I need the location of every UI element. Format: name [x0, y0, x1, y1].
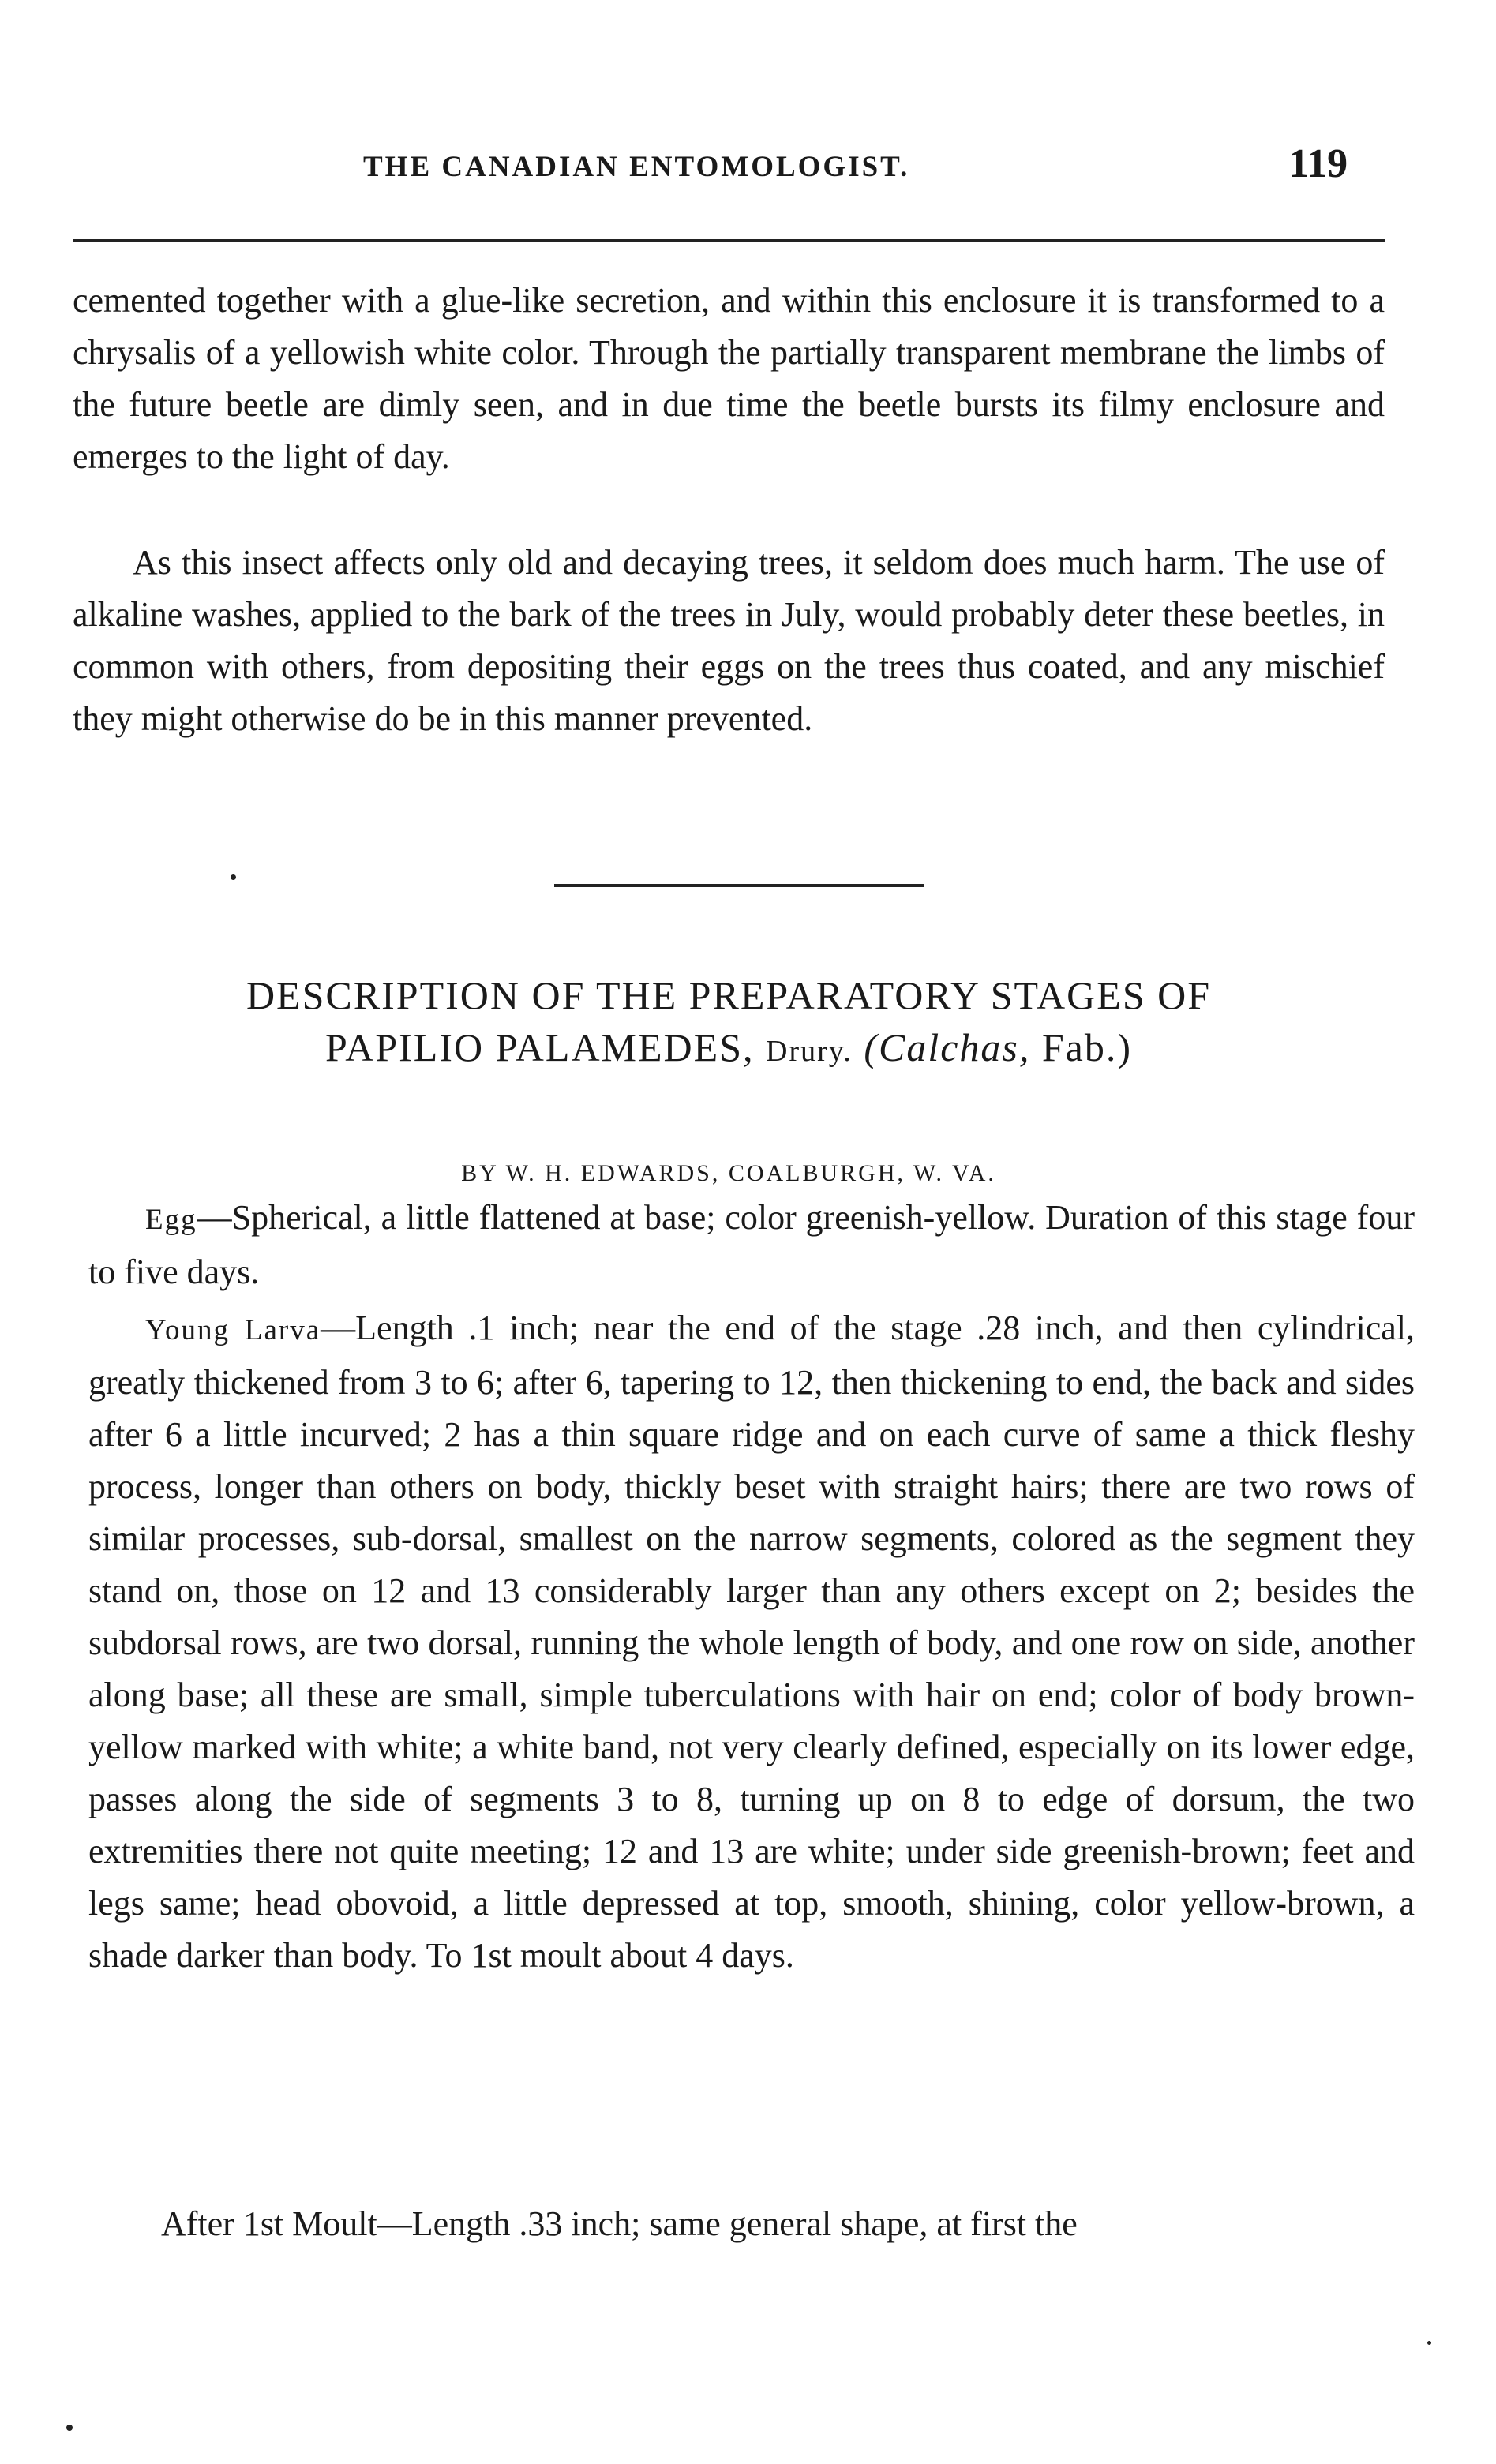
- species-author: Drury.: [766, 1035, 853, 1068]
- young-larva-paragraph: [88, 1302, 1415, 1982]
- ink-speck: [66, 2425, 73, 2431]
- species-alias: (Calchas,: [864, 1025, 1031, 1069]
- alias-author: Fab.): [1041, 1025, 1133, 1069]
- young-larva-label: Young Larva: [145, 1314, 321, 1346]
- running-title: THE CANADIAN ENTOMOLOGIST.: [363, 151, 910, 183]
- first-moult-paragraph: After 1st Moult—Length .33 inch; same general shape, at first the: [161, 2204, 1078, 2243]
- species-name: PAPILIO PALAMEDES,: [324, 1025, 767, 1069]
- egg-label: Egg: [145, 1204, 197, 1236]
- article-title-line-2: [73, 1021, 1385, 1077]
- ink-speck: [1427, 2341, 1431, 2345]
- egg-text: —Spherical, a little flattened at base; color greenish-yellow. Duration of this stage four to five days.: [88, 1198, 1415, 1291]
- page-number: 119: [1288, 141, 1348, 186]
- previous-article-paragraph-2: As this insect affects only old and decaying trees, it seldom does much harm. The use of alkaline washes, applied to the bark of the trees in July, would probably deter these beetles, in common with others, from depositing their eggs on the trees thus coated, and any mischief they might otherwise do be in this manner prevented.: [73, 543, 1385, 738]
- section-separator: [554, 884, 924, 887]
- byline: BY W. H. EDWARDS, COALBURGH, W. VA.: [461, 1160, 996, 1186]
- egg-paragraph: [88, 1192, 1415, 1298]
- ink-speck: [231, 874, 236, 880]
- previous-article-paragraph-1: cemented together with a glue-like secretion, and within this enclosure it is transformed to a chrysalis of a yellowish white color. Through the partially transparent membrane the limbs of the future beetle are dimly seen, and in due time the beetle bursts its filmy enclosure and emerges to the light of day.: [73, 281, 1385, 476]
- article-title-line-1: DESCRIPTION OF THE PREPARATORY STAGES OF: [246, 973, 1212, 1017]
- header-rule: [73, 239, 1385, 242]
- young-larva-text: —Length .1 inch; near the end of the stage .28 inch, and then cylindrical, greatly thickened from 3 to 6; after 6, tapering to 12, then thickening to end, the back and sides after 6 a little incurved; 2 has a thin square ridge and on each curve of same a thick fleshy process, longer than others on body, thickly beset with straight hairs; there are two rows of similar processes, sub-dorsal, smallest on the narrow segments, colored as the segment they stand on, those on 12 and 13 considerably larger than any others except on 2; besides the subdorsal rows, are two dorsal, running the whole length of body, and one row on side, another along base; all these are small, simple tuberculations with hair on end; color of body brown-yellow marked with white; a white band, not very clearly defined, especially on its lower edge, passes along the side of segments 3 to 8, turning up on 8 to edge of dorsum, the two extremities there not quite meeting; 12 and 13 are white; under side greenish-brown; feet and legs same; head obovoid, a little depressed at top, smooth, shining, color yellow-brown, a shade darker than body. To 1st moult about 4 days.: [88, 1309, 1415, 1975]
- article-title: [73, 969, 1385, 1077]
